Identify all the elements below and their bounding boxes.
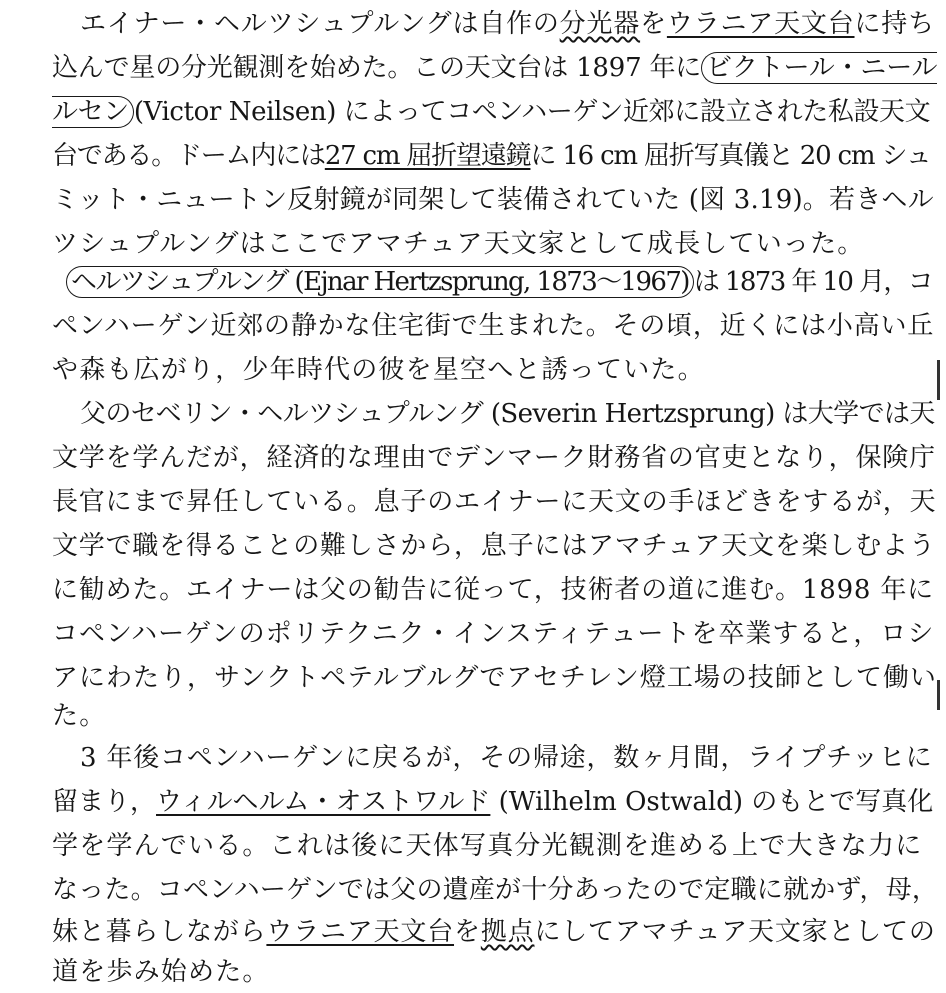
text-segment: 妹と暮らしながら (52, 917, 267, 947)
text-segment: ミット・ニュートン反射鏡が同架して装備されていた (図 3.19)。若きヘル (52, 185, 934, 215)
text-line (52, 872, 939, 908)
text-segment: アにわたり，サンクトペテルブルグでアセチレン燈工場の技師として働い (52, 663, 937, 693)
annotated-term-underlined: ウィルヘルム・オストワルド (156, 787, 491, 817)
text-segment: に勧めた。エイナーは父の勧告に従って，技術者の道に進む。1898 年に (52, 575, 934, 605)
text-segment: 学を学んでいる。これは後に天体写真分光観測を進める上で大きな力に (52, 831, 923, 861)
text-line (52, 914, 936, 950)
annotated-term-underlined: 27 cm 屈折望遠鏡 (324, 141, 531, 171)
text-line (52, 440, 936, 476)
annotated-term-underlined: ウラニア天文台 (666, 9, 855, 39)
text-line (52, 616, 935, 652)
text-line (80, 396, 935, 432)
text-line (52, 138, 931, 174)
text-segment: に持ち (854, 9, 935, 39)
scan-edge-mark (937, 680, 940, 710)
text-line (52, 528, 936, 564)
text-line (52, 182, 934, 218)
text-line (80, 740, 933, 776)
text-line (52, 50, 938, 86)
text-line (52, 308, 935, 344)
text-segment: 留まり， (52, 787, 157, 817)
annotated-term-underlined: ウラニア天文台 (266, 917, 455, 947)
text-segment: にしてアマチュア天文家としての (534, 917, 936, 947)
scan-edge-mark (937, 360, 940, 400)
text-segment: 長官にまで昇任している。息子のエイナーに天文の手ほどきをするが，天 (52, 487, 937, 517)
text-line (52, 784, 934, 820)
text-segment: 込んで星の分光観測を始めた。この天文台は 1897 年に (52, 53, 702, 83)
text-segment: 父のセベリン・ヘルツシュプルング (Severin Hertzsprung) は大学では天 (80, 399, 935, 429)
annotated-term-circled: ビクトール・ニール (701, 52, 937, 84)
text-line (52, 660, 937, 696)
text-segment: 台である。ドーム内には (52, 141, 325, 171)
annotated-term-wavy: 分光器 (559, 9, 641, 39)
annotated-term-circled: ヘルツシュプルング (Ejnar Hertzsprung, 1873～1967) (66, 266, 694, 298)
text-line (52, 352, 892, 388)
text-segment: 文学を学んだが，経済的な理由でデンマーク財務省の官吏となり，保険庁 (52, 443, 936, 473)
text-segment: た。 (52, 701, 107, 731)
annotated-term-circled: ルセン (52, 96, 134, 128)
text-line (52, 572, 934, 608)
text-line (52, 94, 931, 130)
text-segment: ツシュプルングはここでアマチュア天文家として成長していった。 (52, 229, 865, 259)
text-segment: ペンハーゲン近郊の静かな住宅街で生まれた。その頃，近くには小高い丘 (52, 311, 935, 341)
text-segment: エイナー・ヘルツシュプルングは自作の (80, 9, 560, 39)
text-line (66, 264, 933, 300)
text-segment: コペンハーゲンのポリテクニク・インスティテュートを卒業すると，ロシ (52, 619, 935, 649)
text-line (52, 954, 892, 990)
text-line (52, 828, 923, 864)
text-segment: (Victor Neilsen) によってコペンハーゲン近郊に設立された私設天文 (133, 97, 931, 127)
annotated-term-wavy: 拠点 (480, 917, 535, 947)
text-line (80, 6, 935, 42)
text-line (52, 698, 892, 734)
text-segment: を (640, 9, 667, 39)
text-segment: 文学で職を得ることの難しさから，息子にはアマチュア天文を楽しむよう (52, 531, 936, 561)
text-segment: (Wilhelm Ostwald) のもとで写真化 (490, 787, 934, 817)
text-segment: 道を歩み始めた。 (52, 957, 270, 987)
text-segment: なった。コペンハーゲンでは父の遺産が十分あったので定職に就かず，母， (52, 875, 939, 905)
text-segment: を (454, 917, 481, 947)
text-line (52, 484, 937, 520)
text-segment: に 16 cm 屈折写真儀と 20 cm シュ (530, 141, 931, 171)
text-segment: は 1873 年 10 月，コ (693, 267, 933, 297)
text-line (52, 226, 892, 262)
text-segment: や森も広がり，少年時代の彼を星空へと誘っていた。 (52, 355, 705, 385)
text-segment: 3 年後コペンハーゲンに戻るが，その帰途，数ヶ月間，ライプチッヒに (80, 743, 933, 773)
